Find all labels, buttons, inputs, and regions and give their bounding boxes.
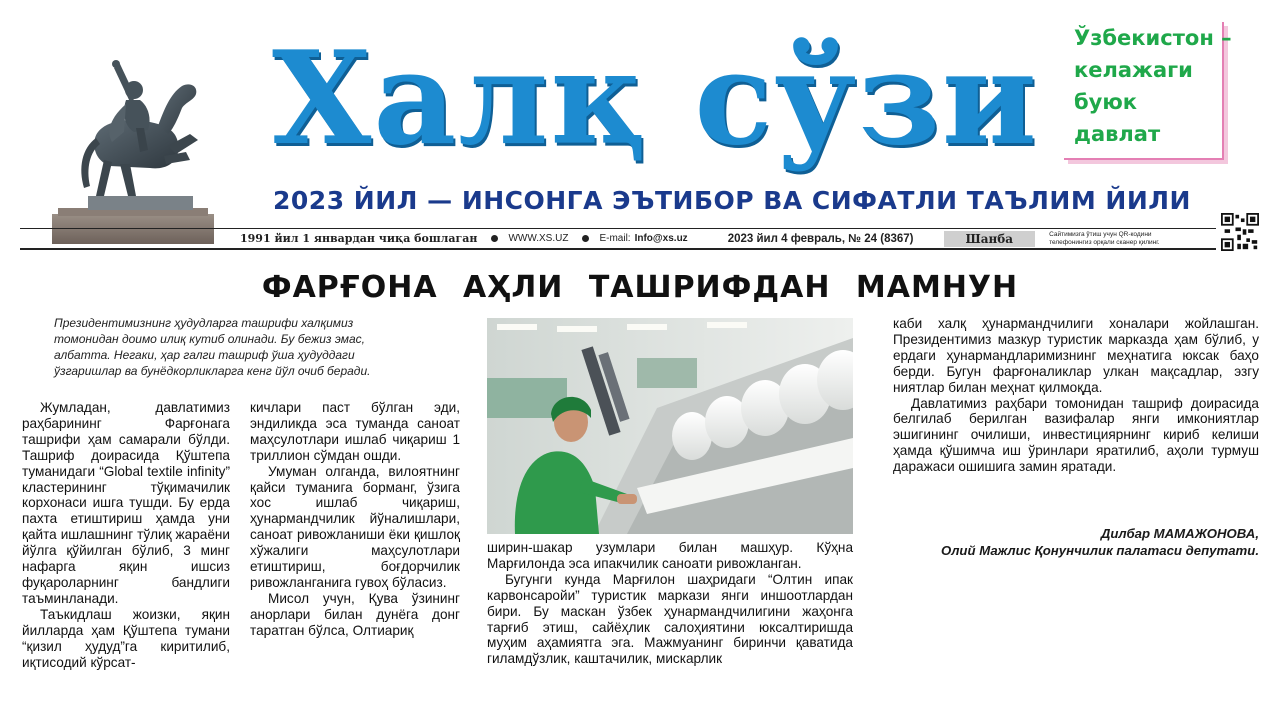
equestrian-statue-image bbox=[40, 28, 225, 246]
paragraph: Мисол учун, Қува ўзининг анорлари билан дунёга донг таратган бўлса, Олтиариқ bbox=[250, 590, 460, 638]
paragraph: Жумладан, давлатимиз раҳбарининг Фарғонага ташрифи ҳам самарали бўлди. Ташриф доирасида Қўштепа туманидаги “Global textile infinity” кластерининг тўқимачилик корхонаси ишга тушди. Бу ерда пахта етиштириш ҳамда уни қайта ишлашнинг тўлиқ жараёни йўлга қўйилган бўлиб, 3 минг нафарга яқин ишсиз фуқароларнинг бандлиги таъминланади. bbox=[22, 400, 230, 606]
article-column-2 bbox=[250, 400, 460, 639]
paragraph: Давлатимиз раҳбари томонидан ташриф доирасида белгилаб берилган вазифалар янги имкониятлар эшигининг очилиши, инвестициярнинг кириб келиши ҳамда қўшимча иш ўринлари яратилиб, аҳоли турмуш даражаси ошишига замин яратади. bbox=[893, 395, 1259, 475]
email-link[interactable]: Info@xs.uz bbox=[634, 233, 688, 244]
paragraph: ширин-шакар узумлари билан машҳур. Кўҳна Марғилонда эса ипакчилик саноати ривожланган. bbox=[487, 540, 853, 571]
article-column-3 bbox=[487, 540, 853, 667]
slogan-line: Ўзбекистон – bbox=[1074, 26, 1232, 50]
paragraph: кичлари паст бўлган эди, эндиликда эса туманда саноат маҳсулотлари ишлаб чиқариш 1 триллион сўмдан ошди. bbox=[250, 400, 460, 463]
year-slogan: 2023 ЙИЛ — ИНСОНГА ЭЪТИБОР ВА СИФАТЛИ ТАЪЛИМ ЙИЛИ bbox=[273, 186, 1191, 215]
slogan-box bbox=[1064, 22, 1232, 160]
author-title: Олий Мажлис Қонунчилик палатаси депутати. bbox=[940, 543, 1259, 558]
article-column-1 bbox=[22, 400, 230, 670]
paragraph: Умуман олганда, вилоятнинг қайси туманига борманг, ўзига хос ишлаб чиқариш, ҳунармандчилик йўналишлари, саноат ривожланиши ёки қишлоқ хўжалиги маҳсулотлари етиштириш, боғдорчилик ривожланганига гувоҳ бўласиз. bbox=[250, 463, 460, 590]
website-link[interactable]: WWW.XS.UZ bbox=[508, 233, 569, 244]
paragraph: каби халқ ҳунармандчилиги хоналари жойлашган. Президентимиз мазкур туристик марказда ҳам бўлиб, у ердаги ҳунармандларимизнинг меҳнатига юксак баҳо берди. Бугун фарғоналиклар улкан мақсадлар, эзгу ниятлар билан меҳнат қилмоқда. bbox=[893, 316, 1259, 395]
author-name: Дилбар МАМАЖОНОВА, bbox=[1100, 526, 1259, 541]
issue-date-number: 2023 йил 4 февраль, № 24 (8367) bbox=[727, 232, 914, 245]
info-bar bbox=[20, 228, 1216, 250]
slogan-line: буюк bbox=[1074, 90, 1138, 114]
paragraph: Таъкидлаш жоизки, яқин йилларда ҳам Қўштепа тумани “қизил ҳудуд”га киритилиб, иқтисодий кўрсат- bbox=[22, 606, 230, 670]
masthead bbox=[0, 0, 1280, 255]
newspaper-title: Халқ сўзи bbox=[272, 24, 1039, 174]
article-headline: ФАРҒОНА АҲЛИ ТАШРИФДАН МАМНУН bbox=[261, 270, 1019, 305]
qr-note: Сайтимизга ўтиш учун QR-кодини телефонингиз орқали сканер қилинг. bbox=[1049, 230, 1160, 246]
email-label: E-mail: bbox=[599, 233, 631, 244]
article-column-4 bbox=[893, 316, 1259, 475]
article-lead: Президентимизнинг ҳудудларга ташрифи халқимиз томонидан доимо илиқ кутиб олинади. Бу бежиз эмас, албатта. Негаки, ҳар галги ташриф ўша ҳудуддаги ўзгаришлар ва бунёдкорликларга кенг йўл очиб беради. bbox=[54, 316, 371, 378]
qr-code-icon[interactable] bbox=[1221, 213, 1259, 251]
bullet-dot-icon bbox=[582, 235, 589, 242]
slogan-line: келажаги bbox=[1074, 58, 1193, 82]
paragraph: Бугунги кунда Марғилон шаҳридаги “Олтин ипак карвонсаройи” туристик маркази янги иншоотлардан бири. Бу маскан ўзбек ҳунармандчилигини жаҳонга тарғиб этиш, сайёҳлик салоҳиятини юксалтиришда муҳим аҳамиятга эга. Мажмуанинг биринчи қаватида гиламдўзлик, каштачилик, мискарлик bbox=[487, 571, 853, 667]
slogan-line: давлат bbox=[1074, 122, 1161, 146]
since-date: 1991 йил 1 январдан чиқа бошлаган bbox=[240, 232, 478, 245]
weekday-badge: Шанба bbox=[944, 231, 1036, 247]
bullet-dot-icon bbox=[491, 235, 498, 242]
textile-factory-photo bbox=[487, 318, 853, 534]
